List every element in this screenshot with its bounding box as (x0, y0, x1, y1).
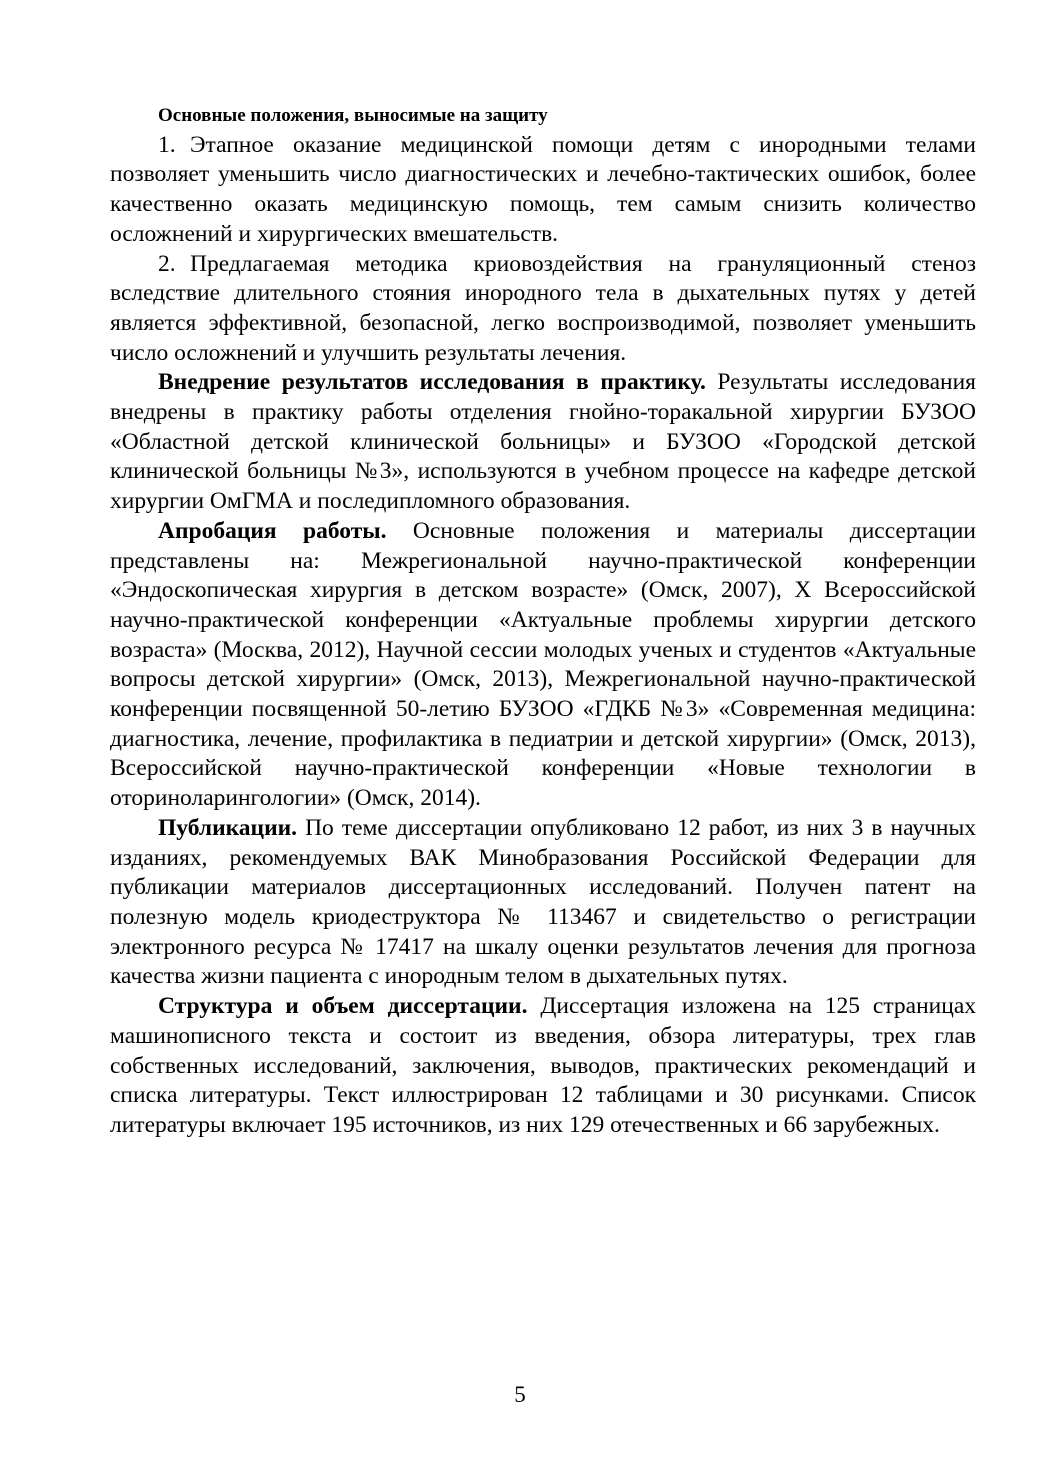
paragraph-text: Результаты исследования внедрены в практику работы отделения гнойно-торакальной хирургии БУЗОО «Областной детской клинической больницы» и БУЗОО «Городской детской клинической больницы №3», используются в учебном процессе на кафедре детской хирургии ОмГМА и последипломного образования. (110, 369, 976, 515)
list-item-text: Этапное оказание медицинской помощи детям с инородными телами позволяет уменьшить число диагностических и лечебно-тактических ошибок, более качественно оказать медицинскую помощь, тем самым снизить количество осложнений и хирургических вмешательств. (110, 131, 976, 247)
list-item-1 (110, 131, 976, 250)
list-item-text: Предлагаемая методика криовоздействия на грануляционный стеноз вследствие длительного стояния инородного тела в дыхательных путях у детей является эффективной, безопасной, легко воспроизводимой, позволяет уменьшить число осложнений и улучшить результаты лечения. (110, 250, 976, 366)
list-item-number: 1. (158, 131, 176, 158)
paragraph-lead: Внедрение результатов исследования в практику. (158, 369, 706, 396)
document-body (110, 101, 976, 1141)
page-number: 5 (514, 1382, 526, 1407)
paragraph-lead: Структура и объем диссертации. (158, 993, 528, 1020)
list-item-2 (110, 250, 976, 369)
paragraph-structure (110, 992, 976, 1141)
paragraph-lead: Публикации. (158, 814, 298, 841)
paragraph-lead: Апробация работы. (158, 517, 387, 544)
section-heading: Основные положения, выносимые на защиту (158, 105, 548, 126)
list-item-number: 2. (158, 250, 176, 277)
paragraph-text: Диссертация изложена на 125 страницах машинописного текста и состоит из введения, обзора литературы, трех глав собственных исследований, заключения, выводов, практических рекомендаций и списка литературы. Текст иллюстрирован 12 таблицами и 30 рисунками. Список литературы включает 195 источников, из них 129 отечественных и 66 зарубежных. (110, 993, 976, 1138)
paragraph-text: По теме диссертации опубликовано 12 работ, из них 3 в научных изданиях, рекомендуемых ВАК Минобразования Российской Федерации для публикации материалов диссертационных исследований. Получен патент на полезную модель криодеструктора № 113467 и свидетельство о регистрации электронного ресурса № 17417 на шкалу оценки результатов лечения для прогноза качества жизни пациента с инородным телом в дыхательных путях. (110, 814, 976, 990)
paragraph-approbation (110, 517, 976, 814)
paragraph-implementation (110, 368, 976, 517)
paragraph-text: Основные положения и материалы диссертации представлены на: Межрегиональной научно-практической конференции «Эндоскопическая хирургия в детском возрасте» (Омск, 2007), X Всероссийской научно-практической конференции «Актуальные проблемы хирургии детского возраста» (Москва, 2012), Научной сессии молодых ученых и студентов «Актуальные вопросы детской хирургии» (Омск, 2013), Межрегиональной научно-практической конференции посвященной 50-летию БУЗОО «ГДКБ №3» «Современная медицина: диагностика, лечение, профилактика в педиатрии и детской хирургии» (Омск, 2013), Всероссийской научно-практической конференции «Новые технологии в оториноларингологии» (Омск, 2014). (110, 517, 976, 812)
paragraph-publications (110, 814, 976, 992)
